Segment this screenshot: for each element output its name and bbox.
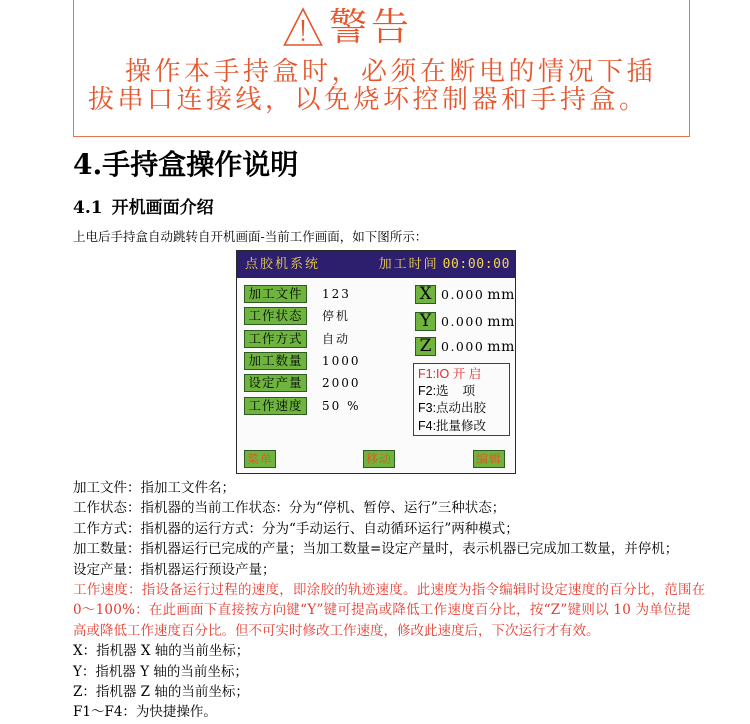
- field-value-mode: 自动: [322, 332, 351, 346]
- speed-note-line-2: 0～100%：在此画面下直接按方向键“Y”键可提高或降低工作速度百分比，按“Z”键则以 10 为单位提: [73, 602, 691, 619]
- screen-move-button: 移动: [363, 450, 395, 468]
- warning-text-line-1: 操作本手持盒时，必须在断电的情况下插: [125, 57, 657, 87]
- axis-x-value: [441, 285, 515, 304]
- field-label-target: 设定产量: [244, 374, 307, 392]
- warning-title-text: 警告: [329, 5, 414, 49]
- axis-z-number: 0.000: [441, 339, 485, 354]
- field-label-mode: 工作方式: [244, 330, 307, 348]
- screen-title-bar: [237, 251, 515, 278]
- warning-box: [73, 0, 690, 137]
- field-label-speed: 工作速度: [244, 397, 307, 415]
- field-label-status: 工作状态: [244, 307, 307, 325]
- function-key-f1: F1:IO 开 启: [418, 367, 482, 381]
- warning-text-line-2: 拔串口连接线，以免烧坏控制器和手持盒。: [88, 85, 649, 115]
- subsection-title: 开机画面介绍: [111, 198, 214, 218]
- description-line-count: 加工数量：指机器运行已完成的产量；当加工数量=设定产量时，表示机器已完成加工数量，并停机；: [73, 541, 679, 558]
- description-line-axis-z: Z：指机器 Z 轴的当前坐标；: [73, 683, 249, 700]
- machining-time-label: 加工时间: [378, 257, 439, 272]
- axis-z-unit: mm: [487, 339, 515, 355]
- axis-x-unit: mm: [487, 287, 515, 303]
- axis-x-label: X: [415, 285, 436, 304]
- description-line-target: 设定产量：指机器运行预设产量；: [73, 561, 276, 578]
- description-line-file: 加工文件：指加工文件名；: [73, 480, 235, 496]
- screen-edit-button: 编辑: [473, 450, 505, 468]
- field-label-file: 加工文件: [244, 285, 307, 303]
- speed-note-line-3: 高或降低工作速度百分比。但不可实时修改工作速度，修改此速度后，下次运行才有效。: [73, 622, 600, 639]
- field-value-status: 停机: [322, 309, 351, 323]
- description-line-shortcut: F1～F4：为快捷操作。: [73, 704, 217, 721]
- axis-y-number: 0.000: [441, 314, 485, 329]
- speed-note-line-1: 工作速度：指设备运行过程的速度，即涂胶的轨迹速度。此速度为指令编辑时设定速度的百分比，范围在: [73, 581, 706, 598]
- warning-triangle-icon: [283, 7, 323, 47]
- axis-z-value: [441, 337, 515, 356]
- description-line-axis-y: Y：指机器 Y 轴的当前坐标；: [73, 663, 248, 680]
- subsection-number: 4.1: [73, 198, 103, 218]
- handheld-screen-figure: [236, 250, 516, 474]
- machining-time: [379, 251, 510, 278]
- field-value-count: 1000: [322, 354, 361, 368]
- screen-title: 点胶机系统: [245, 257, 321, 272]
- function-key-panel: [413, 363, 510, 436]
- description-line-axis-x: X：指机器 X 轴的当前坐标；: [73, 643, 250, 660]
- section-heading: 4.手持盒操作说明: [73, 148, 299, 181]
- field-value-speed: 50 %: [322, 399, 361, 413]
- description-line-mode: 工作方式：指机器的运行方式：分为“手动运行、自动循环运行”两种模式；: [73, 520, 519, 537]
- description-list: [73, 478, 706, 723]
- field-label-count: 加工数量: [244, 352, 307, 370]
- axis-y-unit: mm: [487, 314, 515, 330]
- subsection-heading: [73, 197, 214, 219]
- description-line-status: 工作状态：指机器的当前工作状态：分为“停机、暂停、运行”三种状态；: [73, 500, 506, 517]
- function-key-f2: F2:选 项: [418, 384, 475, 399]
- axis-y-value: [441, 312, 515, 331]
- axis-z-label: Z: [415, 337, 436, 356]
- axis-x-number: 0.000: [441, 287, 485, 302]
- warning-title: [283, 5, 413, 49]
- screen-menu-button: 菜单: [244, 450, 276, 468]
- machining-time-value: 00:00:00: [442, 257, 510, 272]
- intro-paragraph: 上电后手持盒自动跳转自开机画面-当前工作画面，如下图所示：: [73, 229, 428, 244]
- axis-y-label: Y: [415, 312, 436, 331]
- field-value-file: 123: [322, 287, 351, 301]
- field-value-target: 2000: [322, 376, 361, 390]
- function-key-f3: F3:点动出胶: [418, 401, 487, 416]
- function-key-f4: F4:批量修改: [418, 418, 487, 433]
